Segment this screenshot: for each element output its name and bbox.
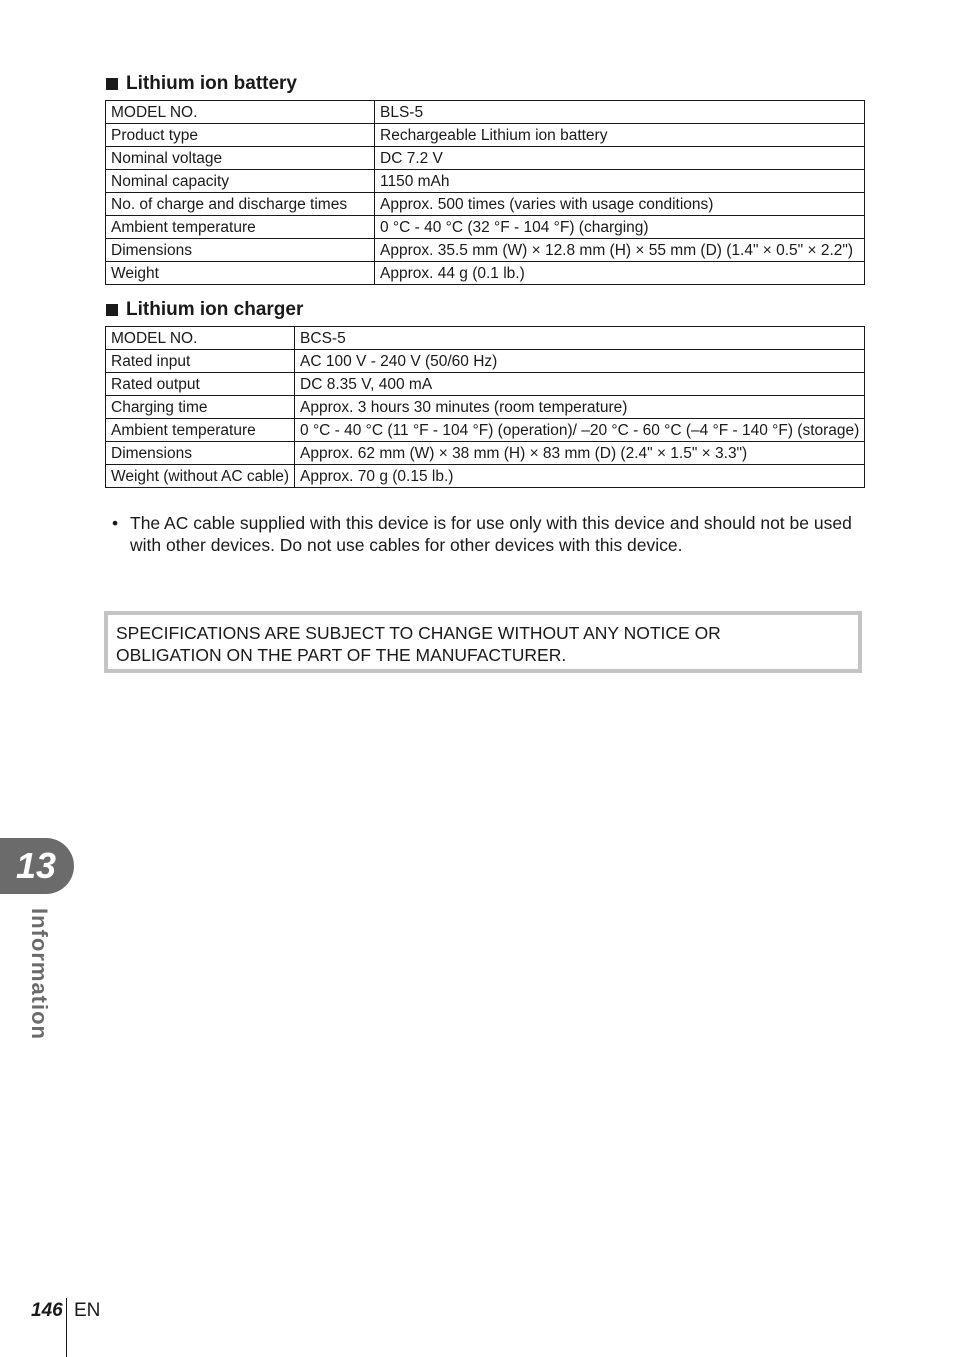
- page-language: EN: [74, 1300, 101, 1321]
- spec-value: 0 °C - 40 °C (11 °F - 104 °F) (operation)/ –20 °C - 60 °C (–4 °F - 140 °F) (storage): [295, 419, 865, 442]
- spec-value: DC 8.35 V, 400 mA: [295, 373, 865, 396]
- chapter-label: Information: [27, 908, 52, 1040]
- table-row: [106, 396, 865, 419]
- spec-value: Approx. 70 g (0.15 lb.): [295, 465, 865, 488]
- notice-text: SPECIFICATIONS ARE SUBJECT TO CHANGE WITHOUT ANY NOTICE OR OBLIGATION ON THE PART OF THE MANUFACTURER.: [116, 623, 721, 665]
- note-text: The AC cable supplied with this device is for use only with this device and should not be used with other devices. Do not use cables for other devices with this device.: [130, 513, 852, 555]
- spec-label: Dimensions: [106, 442, 295, 465]
- battery-spec-table: [105, 100, 865, 285]
- charger-spec-table: [105, 326, 865, 488]
- table-row: [106, 465, 865, 488]
- footer-divider: [66, 1298, 67, 1357]
- spec-label: Rated input: [106, 350, 295, 373]
- table-row: [106, 442, 865, 465]
- spec-value: 1150 mAh: [375, 170, 865, 193]
- table-row: [106, 101, 865, 124]
- spec-label: No. of charge and discharge times: [106, 193, 375, 216]
- spec-label: MODEL NO.: [106, 101, 375, 124]
- ac-cable-note: [112, 512, 862, 556]
- spec-label: Ambient temperature: [106, 419, 295, 442]
- spec-label: Charging time: [106, 396, 295, 419]
- table-row: [106, 327, 865, 350]
- spec-label: Nominal voltage: [106, 147, 375, 170]
- spec-label: MODEL NO.: [106, 327, 295, 350]
- spec-label: Product type: [106, 124, 375, 147]
- table-row: [106, 216, 865, 239]
- spec-value: Rechargeable Lithium ion battery: [375, 124, 865, 147]
- table-row: [106, 262, 865, 285]
- battery-heading: [106, 73, 297, 95]
- table-row: [106, 239, 865, 262]
- specifications-notice: [104, 611, 862, 673]
- spec-value: BCS-5: [295, 327, 865, 350]
- table-row: [106, 147, 865, 170]
- page-number: 146: [31, 1300, 63, 1321]
- table-row: [106, 419, 865, 442]
- spec-value: Approx. 3 hours 30 minutes (room temperature): [295, 396, 865, 419]
- charger-heading-text: Lithium ion charger: [126, 299, 304, 320]
- spec-label: Weight: [106, 262, 375, 285]
- square-bullet-icon: [106, 304, 118, 316]
- note-bullet: •: [112, 513, 119, 533]
- spec-value: AC 100 V - 240 V (50/60 Hz): [295, 350, 865, 373]
- battery-heading-text: Lithium ion battery: [126, 73, 297, 94]
- spec-value: Approx. 35.5 mm (W) × 12.8 mm (H) × 55 mm (D) (1.4" × 0.5" × 2.2"): [375, 239, 865, 262]
- spec-label: Weight (without AC cable): [106, 465, 295, 488]
- spec-label: Dimensions: [106, 239, 375, 262]
- spec-value: Approx. 44 g (0.1 lb.): [375, 262, 865, 285]
- chapter-number: 13: [16, 845, 57, 886]
- table-row: [106, 124, 865, 147]
- table-row: [106, 350, 865, 373]
- table-row: [106, 170, 865, 193]
- square-bullet-icon: [106, 78, 118, 90]
- table-row: [106, 193, 865, 216]
- spec-value: DC 7.2 V: [375, 147, 865, 170]
- charger-heading: [106, 299, 303, 321]
- table-row: [106, 373, 865, 396]
- spec-label: Rated output: [106, 373, 295, 396]
- spec-value: Approx. 62 mm (W) × 38 mm (H) × 83 mm (D) (2.4" × 1.5" × 3.3"): [295, 442, 865, 465]
- spec-label: Nominal capacity: [106, 170, 375, 193]
- spec-value: BLS-5: [375, 101, 865, 124]
- spec-value: 0 °C - 40 °C (32 °F - 104 °F) (charging): [375, 216, 865, 239]
- spec-label: Ambient temperature: [106, 216, 375, 239]
- spec-value: Approx. 500 times (varies with usage conditions): [375, 193, 865, 216]
